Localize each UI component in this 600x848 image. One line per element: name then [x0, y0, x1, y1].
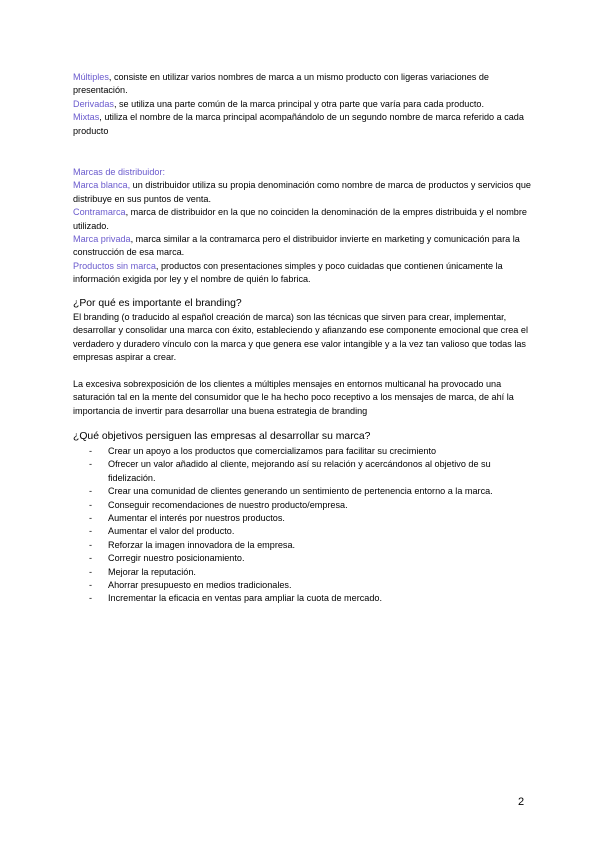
- bullet-mark: -: [89, 566, 93, 577]
- term-label: Productos sin marca: [73, 260, 156, 271]
- list-item: [73, 179, 533, 206]
- term-label: Contramarca: [73, 207, 126, 218]
- term-label: Mixtas: [73, 112, 100, 123]
- list-item: [73, 445, 533, 458]
- list-item: [73, 592, 533, 605]
- section-question: ¿Qué objetivos persiguen las empresas al desarrollar su marca?: [73, 431, 371, 442]
- distributor-brands-section: [73, 166, 533, 287]
- list-item-text: Ofrecer un valor añadido al cliente, mejorando así su relación y acercándonos al objetivo de su fidelización.: [108, 459, 491, 483]
- bullet-mark: -: [89, 513, 93, 524]
- list-item-text: Aumentar el valor del producto.: [108, 526, 235, 537]
- list-item-text: Incrementar la eficacia en ventas para ampliar la cuota de mercado.: [108, 593, 382, 604]
- list-item: [73, 579, 533, 592]
- list-item: [73, 98, 533, 111]
- list-item-text: Aumentar el interés por nuestros productos.: [108, 513, 285, 524]
- branding-importance-section: [73, 297, 533, 365]
- list-item: [73, 206, 533, 233]
- list-item: [73, 566, 533, 579]
- bullet-mark: -: [89, 580, 93, 591]
- list-item-text: Conseguir recomendaciones de nuestro producto/empresa.: [108, 499, 348, 510]
- objectives-list: [73, 445, 533, 606]
- bullet-mark: -: [89, 459, 93, 470]
- list-item: [73, 111, 533, 138]
- list-item: [73, 499, 533, 512]
- list-item-text: Crear una comunidad de clientes generando un sentimiento de pertenencia entorno a la marca.: [108, 486, 493, 497]
- bullet-mark: -: [89, 499, 93, 510]
- bullet-mark: -: [89, 486, 93, 497]
- list-item-text: Mejorar la reputación.: [108, 566, 196, 577]
- list-item: [73, 485, 533, 498]
- paragraph: La excesiva sobrexposición de los clientes a múltiples mensajes en entornos multicanal ha provocado una saturación tal en la mente del consumidor que le ha hecho poco receptivo a los mensajes de marca, de ahí la importancia de invertir para desarrollar una buena estrategia de branding: [73, 379, 514, 416]
- term-description: , consiste en utilizar varios nombres de marca a un mismo producto con ligeras variaciones de presentación.: [73, 72, 489, 96]
- term-label: Marca blanca,: [73, 180, 131, 191]
- term-label: Marca privada: [73, 234, 131, 245]
- paragraph-block: [73, 378, 533, 418]
- list-item-text: Reforzar la imagen innovadora de la empresa.: [108, 539, 296, 550]
- list-item: [73, 539, 533, 552]
- list-item: [73, 458, 533, 485]
- paragraph: El branding (o traducido al español creación de marca) son las técnicas que sirven para crear, implementar, desarrollar y consolidar una marca con éxito, estableciendo y afianzando ese componente emocional que crea el verdadero y duradero vínculo con la marca y que genera ese valor intangible y a la vez tan valioso que todas las empresas aspirar a crear.: [73, 312, 528, 363]
- list-item: [73, 233, 533, 260]
- list-item-text: Crear un apoyo a los productos que comercializamos para facilitar su crecimiento: [108, 446, 437, 456]
- bullet-mark: -: [89, 526, 93, 537]
- term-description: , marca de distribuidor en la que no coinciden la denominación de la empres distribuida y el nombre utilizado.: [73, 207, 527, 231]
- bullet-mark: -: [89, 539, 93, 550]
- list-item: [73, 512, 533, 525]
- list-item: [73, 71, 533, 98]
- term-label: Múltiples: [73, 72, 109, 82]
- term-description: , productos con presentaciones simples y poco cuidadas que contienen únicamente la información exigida por ley y el nombre de quién lo fabrica.: [73, 260, 503, 285]
- term-description: un distribuidor utiliza su propia denominación como nombre de marca de productos y servicios que distribuye en sus puntos de venta.: [73, 180, 531, 204]
- brand-types-list: [73, 71, 533, 138]
- list-item-text: Ahorrar presupuesto en medios tradicionales.: [108, 580, 292, 591]
- term-description: , se utiliza una parte común de la marca principal y otra parte que varía para cada producto.: [113, 98, 484, 109]
- section-heading: Marcas de distribuidor:: [73, 167, 165, 177]
- term-description: , marca similar a la contramarca pero el distribuidor invierte en marketing y comunicación para la construcción de esa marca.: [73, 234, 520, 258]
- bullet-mark: -: [89, 553, 93, 564]
- list-item: [73, 552, 533, 565]
- list-item: [73, 525, 533, 538]
- bullet-mark: -: [89, 446, 93, 456]
- term-label: Derivadas: [73, 98, 114, 109]
- section-question: ¿Por qué es importante el branding?: [73, 298, 242, 309]
- list-item-text: Corregir nuestro posicionamiento.: [108, 553, 245, 564]
- page-number: 2: [518, 796, 525, 808]
- term-description: , utiliza el nombre de la marca principal acompañándolo de un segundo nombre de marca referido a cada producto: [73, 112, 524, 136]
- bullet-mark: -: [89, 593, 93, 604]
- list-item: [73, 260, 533, 287]
- objectives-section: [73, 430, 533, 606]
